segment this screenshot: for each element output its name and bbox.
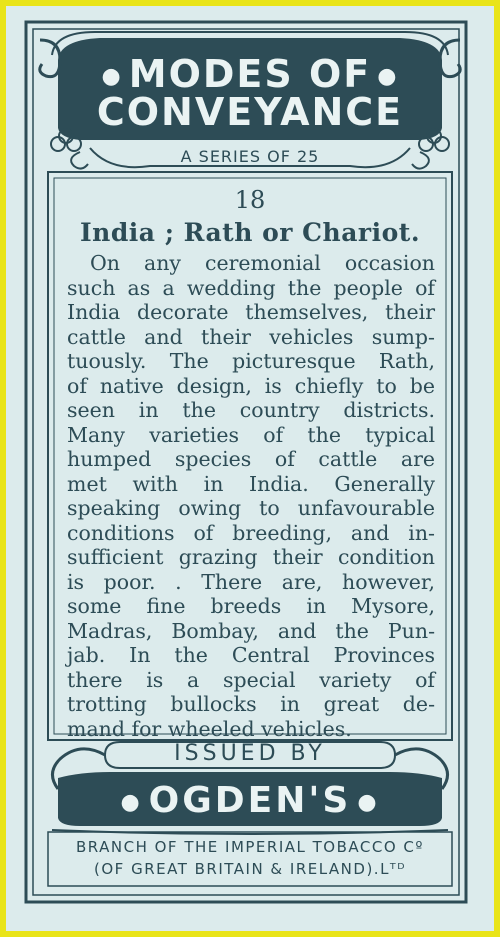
- body-line: seen in the country districts.: [67, 398, 435, 422]
- body-line: India decorate themselves, their: [67, 300, 435, 324]
- brand-name: ● OGDEN'S ●: [120, 780, 380, 821]
- card-heading: India ; Rath or Chariot.: [79, 218, 421, 247]
- body-line: tuously. The picturesque Rath,: [67, 349, 435, 373]
- series-subtitle: A SERIES OF 25: [180, 147, 320, 166]
- body-line: Many varieties of the typical: [67, 422, 435, 447]
- body-line: Madras, Bombay, and the Pun-: [67, 618, 435, 643]
- body-line: cattle and their vehicles sump-: [67, 324, 435, 349]
- series-title-line-2: CONVEYANCE: [96, 90, 404, 134]
- body-line: such as a wedding the people of: [67, 275, 435, 300]
- body-line: trotting bullocks in great de-: [67, 692, 435, 716]
- card-number: 18: [234, 186, 266, 214]
- body-line: On any ceremonial occasion: [90, 251, 435, 275]
- issued-by-label: ISSUED BY: [174, 741, 326, 766]
- body-line: humped species of cattle are: [67, 447, 435, 471]
- body-line: sufficient grazing their condition: [67, 545, 435, 569]
- company-line-2: (OF GREAT BRITAIN & IRELAND).Lᵀᴰ: [94, 860, 406, 878]
- body-line: mand for wheeled vehicles.: [67, 716, 352, 741]
- body-line: conditions of breeding, and in-: [67, 520, 435, 545]
- body-line: speaking owing to unfavourable: [67, 496, 435, 520]
- card-description: [67, 251, 435, 741]
- body-line: of native design, is chiefly to be: [67, 373, 435, 398]
- series-title-line-1: ● MODES OF ●: [101, 52, 399, 96]
- company-line-1: BRANCH OF THE IMPERIAL TOBACCO Cº: [76, 838, 424, 856]
- body-line: there is a special variety of: [67, 667, 435, 692]
- body-line: jab. In the Central Provinces: [67, 643, 435, 667]
- body-line: some fine breeds in Mysore,: [67, 594, 435, 618]
- body-line: met with in India. Generally: [67, 471, 435, 496]
- body-line: is poor. . There are, however,: [67, 569, 435, 594]
